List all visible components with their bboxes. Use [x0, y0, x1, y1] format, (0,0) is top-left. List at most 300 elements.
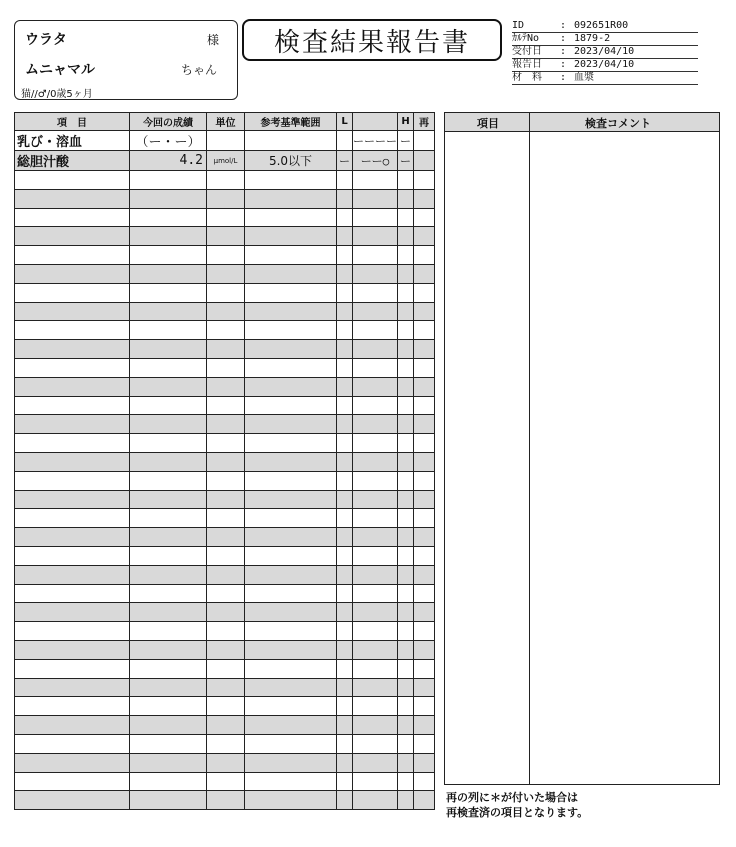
empty-cell	[353, 546, 398, 565]
result-value: 4.2	[130, 151, 207, 171]
empty-cell	[337, 603, 353, 622]
empty-cell	[207, 302, 245, 321]
empty-cell	[130, 415, 207, 434]
empty-cell	[15, 415, 130, 434]
patient-info-box	[14, 20, 238, 100]
empty-cell	[337, 791, 353, 810]
empty-cell	[414, 471, 435, 490]
empty-cell	[245, 622, 337, 641]
empty-cell	[398, 415, 414, 434]
result-item: 総胆汁酸	[15, 151, 130, 171]
empty-cell	[130, 734, 207, 753]
empty-cell	[414, 340, 435, 359]
empty-cell	[353, 302, 398, 321]
empty-cell	[130, 772, 207, 791]
empty-cell	[130, 509, 207, 528]
empty-cell	[15, 659, 130, 678]
empty-cell	[398, 189, 414, 208]
empty-cell	[15, 622, 130, 641]
empty-cell	[15, 171, 130, 190]
empty-cell	[337, 189, 353, 208]
result-high: ー	[398, 151, 414, 171]
empty-cell	[353, 584, 398, 603]
empty-cell	[15, 452, 130, 471]
empty-cell	[15, 377, 130, 396]
empty-cell	[245, 415, 337, 434]
info-separator: :	[560, 72, 567, 83]
table-row-empty	[15, 565, 435, 584]
empty-cell	[337, 509, 353, 528]
result-value: （ー・ー）	[130, 131, 207, 151]
empty-cell	[353, 791, 398, 810]
empty-cell	[353, 659, 398, 678]
empty-cell	[130, 471, 207, 490]
empty-cell	[353, 246, 398, 265]
table-row-empty	[15, 528, 435, 547]
empty-cell	[414, 753, 435, 772]
table-row-empty	[15, 208, 435, 227]
empty-cell	[207, 189, 245, 208]
table-row-empty	[15, 697, 435, 716]
empty-cell	[15, 678, 130, 697]
empty-cell	[15, 340, 130, 359]
empty-cell	[15, 791, 130, 810]
info-row-reported	[512, 59, 698, 72]
empty-cell	[130, 490, 207, 509]
empty-cell	[130, 640, 207, 659]
empty-cell	[398, 246, 414, 265]
empty-cell	[337, 264, 353, 283]
empty-cell	[353, 227, 398, 246]
empty-cell	[15, 546, 130, 565]
empty-cell	[130, 246, 207, 265]
empty-cell	[245, 697, 337, 716]
empty-cell	[398, 452, 414, 471]
table-row-empty	[15, 772, 435, 791]
empty-cell	[130, 377, 207, 396]
empty-cell	[207, 283, 245, 302]
empty-cell	[245, 264, 337, 283]
empty-cell	[245, 189, 337, 208]
table-row-empty	[15, 340, 435, 359]
empty-cell	[414, 283, 435, 302]
empty-cell	[353, 208, 398, 227]
empty-cell	[337, 471, 353, 490]
report-title: 検査結果報告書	[242, 19, 502, 61]
result-unit	[207, 131, 245, 151]
empty-cell	[337, 415, 353, 434]
comments-col-item: 項目	[477, 117, 499, 130]
empty-cell	[414, 321, 435, 340]
empty-cell	[207, 791, 245, 810]
result-retest	[414, 131, 435, 151]
empty-cell	[337, 565, 353, 584]
empty-cell	[337, 227, 353, 246]
empty-cell	[15, 283, 130, 302]
empty-cell	[353, 678, 398, 697]
empty-cell	[414, 246, 435, 265]
empty-cell	[130, 208, 207, 227]
table-row-empty	[15, 584, 435, 603]
table-row	[15, 131, 435, 151]
empty-cell	[398, 528, 414, 547]
empty-cell	[207, 546, 245, 565]
empty-cell	[207, 528, 245, 547]
empty-cell	[15, 264, 130, 283]
empty-cell	[130, 753, 207, 772]
results-header-row	[15, 113, 435, 131]
col-header-retest: 再	[414, 113, 435, 131]
empty-cell	[245, 283, 337, 302]
empty-cell	[130, 227, 207, 246]
empty-cell	[245, 171, 337, 190]
table-row-empty	[15, 415, 435, 434]
col-header-graph	[353, 113, 398, 131]
empty-cell	[130, 340, 207, 359]
empty-cell	[353, 471, 398, 490]
empty-cell	[245, 603, 337, 622]
empty-cell	[130, 264, 207, 283]
empty-cell	[337, 659, 353, 678]
empty-cell	[130, 189, 207, 208]
empty-cell	[353, 565, 398, 584]
empty-cell	[398, 396, 414, 415]
empty-cell	[130, 546, 207, 565]
table-row-empty	[15, 678, 435, 697]
empty-cell	[207, 208, 245, 227]
empty-cell	[337, 246, 353, 265]
empty-cell	[353, 358, 398, 377]
empty-cell	[245, 358, 337, 377]
footnote-line: 再の列に＊が付いた場合は	[446, 791, 578, 804]
info-row-received	[512, 46, 698, 59]
result-reference	[245, 131, 337, 151]
empty-cell	[245, 509, 337, 528]
table-row-empty	[15, 171, 435, 190]
col-header-item: 項 目	[15, 113, 130, 131]
empty-cell	[398, 208, 414, 227]
result-high: ー	[398, 131, 414, 151]
table-row-empty	[15, 603, 435, 622]
empty-cell	[414, 302, 435, 321]
info-value: 2023/04/10	[574, 46, 635, 57]
empty-cell	[245, 659, 337, 678]
result-low	[337, 131, 353, 151]
footnote-line: 再検査済の項目となります。	[446, 806, 589, 819]
empty-cell	[414, 640, 435, 659]
empty-cell	[207, 434, 245, 453]
empty-cell	[398, 584, 414, 603]
empty-cell	[398, 283, 414, 302]
empty-cell	[207, 622, 245, 641]
empty-cell	[207, 264, 245, 283]
empty-cell	[414, 208, 435, 227]
empty-cell	[337, 697, 353, 716]
empty-cell	[15, 584, 130, 603]
report-info	[512, 20, 698, 85]
empty-cell	[130, 528, 207, 547]
empty-cell	[414, 171, 435, 190]
empty-cell	[207, 471, 245, 490]
empty-cell	[15, 227, 130, 246]
empty-cell	[353, 603, 398, 622]
empty-cell	[15, 734, 130, 753]
empty-cell	[414, 772, 435, 791]
empty-cell	[337, 434, 353, 453]
col-header-unit: 単位	[207, 113, 245, 131]
empty-cell	[15, 208, 130, 227]
result-retest	[414, 151, 435, 171]
result-low: ー	[337, 151, 353, 171]
empty-cell	[245, 302, 337, 321]
empty-cell	[414, 659, 435, 678]
empty-cell	[245, 434, 337, 453]
info-row-chart-no	[512, 33, 698, 46]
empty-cell	[353, 321, 398, 340]
empty-cell	[337, 622, 353, 641]
owner-name: ウラタ	[25, 32, 67, 48]
result-unit: μmol/L	[207, 151, 245, 171]
empty-cell	[337, 584, 353, 603]
empty-cell	[207, 490, 245, 509]
empty-cell	[398, 716, 414, 735]
table-row-empty	[15, 358, 435, 377]
result-reference: 5.0以下	[245, 151, 337, 171]
col-header-result: 今回の成績	[130, 113, 207, 131]
empty-cell	[414, 678, 435, 697]
table-row-empty	[15, 753, 435, 772]
empty-cell	[130, 396, 207, 415]
empty-cell	[398, 171, 414, 190]
empty-cell	[245, 546, 337, 565]
empty-cell	[353, 528, 398, 547]
empty-cell	[207, 640, 245, 659]
species-sex-age: 猫//♂/0歳5ヶ月	[21, 89, 93, 100]
empty-cell	[15, 716, 130, 735]
empty-cell	[130, 678, 207, 697]
empty-cell	[398, 509, 414, 528]
empty-cell	[337, 716, 353, 735]
empty-cell	[207, 734, 245, 753]
empty-cell	[414, 734, 435, 753]
empty-cell	[207, 396, 245, 415]
empty-cell	[15, 358, 130, 377]
empty-cell	[353, 640, 398, 659]
empty-cell	[353, 283, 398, 302]
empty-cell	[245, 640, 337, 659]
empty-cell	[337, 283, 353, 302]
empty-cell	[15, 753, 130, 772]
empty-cell	[337, 490, 353, 509]
info-label: 材 料	[512, 72, 542, 83]
results-table	[14, 112, 435, 810]
empty-cell	[15, 565, 130, 584]
empty-cell	[414, 264, 435, 283]
empty-cell	[337, 546, 353, 565]
empty-cell	[207, 227, 245, 246]
empty-cell	[130, 358, 207, 377]
empty-cell	[15, 528, 130, 547]
empty-cell	[398, 791, 414, 810]
empty-cell	[207, 772, 245, 791]
col-header-high: H	[398, 113, 414, 131]
empty-cell	[337, 358, 353, 377]
empty-cell	[130, 283, 207, 302]
table-row-empty	[15, 716, 435, 735]
empty-cell	[15, 603, 130, 622]
empty-cell	[130, 171, 207, 190]
table-row	[15, 151, 435, 171]
table-row-empty	[15, 734, 435, 753]
info-value: 血漿	[574, 72, 594, 83]
table-row-empty	[15, 509, 435, 528]
empty-cell	[398, 772, 414, 791]
info-label: 報告日	[512, 59, 542, 70]
info-separator: :	[560, 46, 567, 57]
empty-cell	[15, 302, 130, 321]
empty-cell	[15, 640, 130, 659]
empty-cell	[15, 189, 130, 208]
empty-cell	[353, 697, 398, 716]
empty-cell	[207, 659, 245, 678]
empty-cell	[15, 321, 130, 340]
table-row-empty	[15, 434, 435, 453]
empty-cell	[353, 734, 398, 753]
info-separator: :	[560, 33, 567, 44]
empty-cell	[245, 565, 337, 584]
empty-cell	[398, 753, 414, 772]
empty-cell	[414, 227, 435, 246]
empty-cell	[15, 772, 130, 791]
table-row-empty	[15, 246, 435, 265]
empty-cell	[353, 377, 398, 396]
empty-cell	[130, 716, 207, 735]
empty-cell	[398, 603, 414, 622]
empty-cell	[353, 716, 398, 735]
empty-cell	[245, 753, 337, 772]
result-item: 乳び・溶血	[15, 131, 130, 151]
empty-cell	[414, 509, 435, 528]
empty-cell	[353, 452, 398, 471]
empty-cell	[398, 340, 414, 359]
empty-cell	[207, 509, 245, 528]
empty-cell	[245, 734, 337, 753]
empty-cell	[130, 302, 207, 321]
empty-cell	[414, 546, 435, 565]
empty-cell	[414, 415, 435, 434]
comments-divider	[529, 113, 530, 784]
empty-cell	[414, 452, 435, 471]
empty-cell	[398, 321, 414, 340]
empty-cell	[398, 565, 414, 584]
info-row-material	[512, 72, 698, 85]
result-graph: ーー○	[353, 151, 398, 171]
empty-cell	[398, 377, 414, 396]
info-row-id	[512, 20, 698, 33]
comments-table	[444, 112, 720, 785]
empty-cell	[130, 791, 207, 810]
empty-cell	[337, 678, 353, 697]
empty-cell	[398, 546, 414, 565]
empty-cell	[207, 697, 245, 716]
empty-cell	[207, 678, 245, 697]
empty-cell	[15, 697, 130, 716]
empty-cell	[15, 396, 130, 415]
table-row-empty	[15, 546, 435, 565]
empty-cell	[414, 622, 435, 641]
empty-cell	[398, 227, 414, 246]
table-row-empty	[15, 452, 435, 471]
empty-cell	[398, 302, 414, 321]
table-row-empty	[15, 227, 435, 246]
empty-cell	[207, 358, 245, 377]
empty-cell	[414, 716, 435, 735]
empty-cell	[245, 528, 337, 547]
empty-cell	[245, 584, 337, 603]
table-row-empty	[15, 283, 435, 302]
empty-cell	[245, 471, 337, 490]
empty-cell	[207, 171, 245, 190]
table-row-empty	[15, 490, 435, 509]
table-row-empty	[15, 377, 435, 396]
empty-cell	[337, 171, 353, 190]
comments-header	[445, 113, 719, 132]
empty-cell	[337, 377, 353, 396]
info-label: 受付日	[512, 46, 542, 57]
empty-cell	[245, 678, 337, 697]
empty-cell	[207, 452, 245, 471]
pet-name: ムニャマル	[25, 62, 95, 78]
table-row-empty	[15, 264, 435, 283]
empty-cell	[398, 434, 414, 453]
empty-cell	[245, 490, 337, 509]
empty-cell	[414, 358, 435, 377]
empty-cell	[245, 772, 337, 791]
table-row-empty	[15, 396, 435, 415]
result-graph: ーーーー	[353, 131, 398, 151]
table-row-empty	[15, 640, 435, 659]
empty-cell	[245, 246, 337, 265]
empty-cell	[353, 622, 398, 641]
empty-cell	[398, 697, 414, 716]
empty-cell	[130, 565, 207, 584]
empty-cell	[130, 622, 207, 641]
empty-cell	[207, 753, 245, 772]
empty-cell	[353, 189, 398, 208]
info-separator: :	[560, 20, 567, 31]
empty-cell	[398, 358, 414, 377]
empty-cell	[245, 396, 337, 415]
empty-cell	[245, 340, 337, 359]
table-row-empty	[15, 622, 435, 641]
empty-cell	[337, 772, 353, 791]
empty-cell	[398, 490, 414, 509]
empty-cell	[207, 565, 245, 584]
empty-cell	[398, 678, 414, 697]
empty-cell	[414, 791, 435, 810]
empty-cell	[207, 340, 245, 359]
empty-cell	[130, 452, 207, 471]
empty-cell	[337, 640, 353, 659]
info-label: ｶﾙﾃNo	[512, 33, 540, 44]
empty-cell	[337, 753, 353, 772]
empty-cell	[245, 321, 337, 340]
col-header-low: L	[337, 113, 353, 131]
empty-cell	[353, 340, 398, 359]
empty-cell	[207, 377, 245, 396]
owner-honorific: 様	[206, 33, 219, 47]
empty-cell	[398, 471, 414, 490]
